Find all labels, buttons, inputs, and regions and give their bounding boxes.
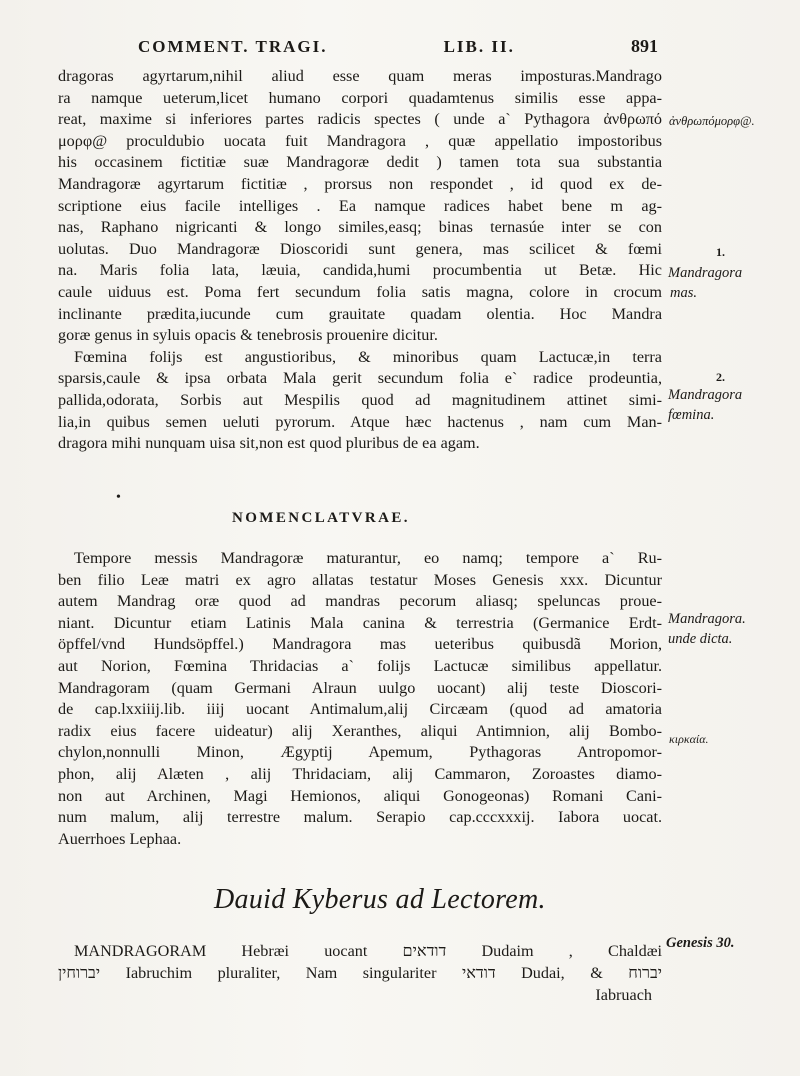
section-nomenclature	[58, 548, 662, 850]
text-line: scriptione eius facile intelliges . Ea namque radices habet bene m ag-	[58, 196, 662, 215]
section-description	[58, 66, 662, 455]
text-line: Iabruach	[595, 986, 652, 1004]
margin-note-mas-2: mas.	[670, 285, 697, 301]
text-line: lia,in quibus semen ueluti pyrorum. Atque hæc hactenus , nam cum Man-	[58, 412, 662, 431]
text-line: ra namque ueterum,licet humano corpori quadamtenus similis esse appa-	[58, 88, 662, 107]
text-line: Mandragoram (quam Germani Alraun uulgo uocant) alij teste Dioscori-	[58, 678, 662, 697]
text-line: Tempore messis Mandragoræ maturantur, eo namq; tempore a` Ru-	[74, 549, 662, 567]
text-line: autem Mandrag oræ quod ad mandras pecorum aliasq; speluncas proue-	[58, 592, 662, 611]
margin-note-mas-1: Mandragora	[668, 265, 743, 281]
text-line: caule uiduus est. Poma fert secundum folia satis magna, colore in crocum	[58, 282, 662, 301]
text-line: יברוחין Iabruchim pluraliter, Nam singulariter דודאי Dudai, & יברוח	[58, 964, 662, 982]
margin-note-unde-2: unde dicta.	[668, 631, 733, 647]
text-line: non aut Archinen, Magi Hemionos, aliqui Gonogeonas) Romani Cani-	[58, 786, 662, 805]
text-line: de cap.lxxiiij.lib. iiij uocant Antimalum,alij Circæam (quod ad amatoria	[58, 700, 662, 719]
margin-number-1: 1.	[716, 245, 725, 259]
text-line: μορφ@ proculdubio uocata fuit Mandragora , quæ appellatio impostoribus	[58, 131, 662, 150]
page-number: 891	[631, 36, 658, 56]
margin-note-foemina-1: Mandragora	[668, 387, 743, 403]
ornament-dot: •	[116, 490, 121, 505]
text-line: sparsis,caule & ipsa orbata Mala gerit secundum folia e` radice prodeuntia,	[58, 369, 662, 388]
text-line: Fœmina folijs est angustioribus, & minoribus quam Lactucæ,in terra	[74, 347, 662, 366]
running-head	[138, 36, 658, 57]
text-line: aut Norion, Fœmina Thridacias a` folijs Lactucæ similibus appellatur.	[58, 656, 662, 675]
text-line: his occasinem fictitiæ suæ Mandragoræ dedit ) tamen tota sua substantia	[58, 153, 662, 172]
margin-note-greek-2: κιρκαία.	[669, 732, 709, 746]
text-line: num malum, alij terrestre malum. Serapio cap.cccxxxij. Iabora uocat.	[58, 808, 662, 827]
margin-note-foemina-2: fœmina.	[668, 407, 715, 423]
text-line: na. Maris folia lata, læuia, candida,humi procumbentia ut Betæ. Hic	[58, 261, 662, 280]
text-line: inclinante prædita,iucunde cum grauitate quadam olentia. Hoc Mandra	[58, 304, 662, 323]
text-line: Auerrhoes Lephaa.	[58, 829, 182, 848]
text-line: dragora mihi nunquam uisa sit,non est quod pluribus de ea agam.	[58, 434, 480, 453]
dedication-title: Dauid Kyberus ad Lectorem.	[214, 884, 546, 915]
text-line: dragoras agyrtarum,nihil aliud esse quam meras imposturas.Mandrago	[58, 67, 662, 85]
text-line: radix eius facere uideatur) alij Xeranthes, aliqui Antimnion, alij Bombo-	[58, 721, 662, 740]
text-line: öpffel/vnd Hundsöpffel.) Mandragora mas ueteribus quibusdã Morion,	[58, 635, 662, 654]
text-line: chylon,nonnulli Minon, Ægyptij Apemum, Pythagoras Antropomor-	[58, 743, 662, 762]
margin-number-2: 2.	[716, 370, 725, 384]
running-title: COMMENT. TRAGI.	[138, 37, 328, 56]
text-line: goræ genus in syluis opacis & tenebrosis prouenire dicitur.	[58, 326, 438, 345]
text-line: Mandragoræ agyrtarum fictitiæ , prorsus non respondet , id quod ex de-	[58, 174, 662, 193]
section-hebrew	[58, 940, 662, 1006]
margin-note-greek: ἀνθρωπόμορφ@.	[669, 114, 755, 128]
text-line: phon, alij Alæten , alij Thridaciam, alij Cammaron, Zoroastes diamo-	[58, 764, 662, 783]
text-line: pallida,odorata, Sorbis aut Mespilis quod ad magnitudinem attinet simi-	[58, 390, 662, 409]
section-heading: NOMENCLATVRAE.	[232, 510, 410, 526]
text-line: reat, maxime si inferiores partes radicis spectes ( unde a` Pythagora ἀνθρωπό	[58, 110, 662, 129]
text-line: ben filio Leæ matri ex agro allatas testatur Moses Genesis xxx. Dicuntur	[58, 570, 662, 589]
text-line: nas, Raphano nigricanti & longo similes,easq; binas ternasúe inter se con	[58, 218, 662, 237]
margin-note-unde-1: Mandragora.	[668, 611, 746, 627]
text-line: uolutas. Duo Mandragoræ Dioscoridi sunt genera, mas scilicet & fœmi	[58, 239, 662, 258]
margin-note-genesis: Genesis 30.	[666, 935, 735, 951]
text-line: niant. Dicuntur etiam Latinis Mala canina & terrestria (Germanice Erdt-	[58, 613, 662, 632]
text-line: MANDRAGORAM Hebræi uocant דודאים Dudaim , Chaldæi	[74, 942, 662, 960]
book-number: LIB. II.	[443, 37, 515, 56]
